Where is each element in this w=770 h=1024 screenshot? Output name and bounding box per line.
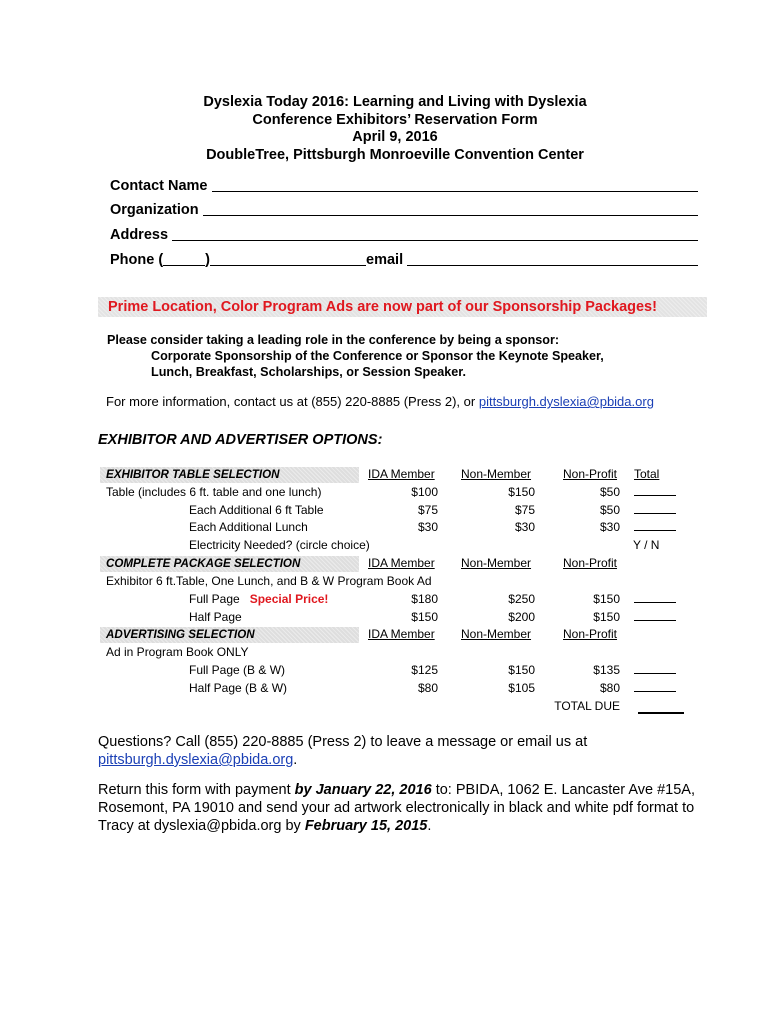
ad-full-ida: $125 (411, 663, 438, 677)
ad-half-ida: $80 (417, 681, 438, 695)
more-info-text (106, 394, 654, 409)
additional-table-nonmember: $75 (514, 503, 535, 517)
conference-title: Dyslexia Today 2016: Learning and Living with Dyslexia (203, 94, 587, 110)
table-row-nonprofit: $50 (599, 485, 620, 499)
phone-close-paren: ) (205, 252, 211, 268)
artwork-deadline: February 15, 2015 (304, 818, 428, 834)
additional-table-label: Each Additional 6 ft Table (189, 503, 324, 517)
sponsorship-text (107, 332, 604, 380)
sponsor-line-3: Lunch, Breakfast, Scholarships, or Session Speaker. (151, 365, 466, 379)
ad-full-page-label: Full Page (B & W) (189, 663, 286, 677)
table-row-total-blank[interactable] (634, 484, 676, 501)
col-ida-member: IDA Member (368, 467, 435, 481)
phone-email-row (110, 249, 698, 269)
package-section-header: COMPLETE PACKAGE SELECTION (100, 556, 359, 572)
phone-label: Phone ( (110, 252, 164, 268)
package-full-page-label (189, 591, 328, 608)
package-full-page-text: Full Page (189, 592, 240, 606)
organization-line[interactable] (203, 215, 698, 216)
more-info-email-link[interactable]: pittsburgh.dyslexia@pbida.org (478, 394, 654, 409)
additional-lunch-nonmember: $30 (514, 520, 535, 534)
package-half-ida: $150 (411, 610, 438, 624)
more-info-label: For more information, contact us at (855) 220-8885 (Press 2), or (106, 394, 479, 409)
questions-email-link[interactable]: pittsburgh.dyslexia@pbida.org (98, 752, 294, 768)
additional-lunch-ida: $30 (417, 520, 438, 534)
additional-lunch-total-blank[interactable] (634, 519, 676, 536)
special-price-tag: Special Price! (249, 592, 329, 606)
package-half-nonprofit: $150 (593, 610, 620, 624)
advertising-description: Ad in Program Book ONLY (106, 645, 249, 659)
address-line[interactable] (172, 240, 698, 241)
electricity-label: Electricity Needed? (circle choice) (189, 538, 370, 552)
col-non-profit: Non-Profit (563, 556, 618, 570)
col-non-member: Non-Member (461, 627, 532, 641)
phone-area-code-line[interactable] (163, 265, 205, 266)
package-description: Exhibitor 6 ft.Table, One Lunch, and B & W Program Book Ad (106, 574, 432, 588)
sponsor-line-1: Please consider taking a leading role in the conference by being a sponsor: (107, 333, 560, 347)
ad-full-nonmember: $150 (508, 663, 535, 677)
questions-paragraph (98, 733, 698, 769)
questions-end: . (293, 752, 298, 768)
additional-table-nonprofit: $50 (599, 503, 620, 517)
sponsorship-banner: Prime Location, Color Program Ads are now part of our Sponsorship Packages! (98, 297, 707, 317)
contact-name-line[interactable] (212, 191, 699, 192)
package-half-nonmember: $200 (508, 610, 535, 624)
payment-deadline: by January 22, 2016 (294, 782, 432, 798)
exhibitor-section-header: EXHIBITOR TABLE SELECTION (100, 467, 359, 483)
package-half-page-label: Half Page (189, 610, 242, 624)
total-due-blank[interactable] (638, 698, 684, 715)
address-label: Address (110, 227, 169, 243)
return-instructions (98, 781, 708, 835)
additional-lunch-label: Each Additional Lunch (189, 520, 308, 534)
email-line[interactable] (407, 265, 698, 266)
organization-field[interactable] (110, 199, 698, 219)
table-row-label: Table (includes 6 ft. table and one lunch) (106, 485, 322, 499)
ad-half-nonmember: $105 (508, 681, 535, 695)
return-part-1: Return this form with payment (98, 782, 295, 798)
additional-table-ida: $75 (417, 503, 438, 517)
form-title-block (0, 94, 770, 164)
col-total: Total (634, 467, 660, 481)
col-non-member: Non-Member (461, 556, 532, 570)
ad-half-total-blank[interactable] (634, 680, 676, 697)
additional-lunch-nonprofit: $30 (599, 520, 620, 534)
package-full-ida: $180 (411, 592, 438, 606)
col-non-member: Non-Member (461, 467, 532, 481)
phone-number-line[interactable] (210, 265, 366, 266)
total-due-label: TOTAL DUE (554, 699, 620, 713)
additional-table-total-blank[interactable] (634, 502, 676, 519)
ad-half-nonprofit: $80 (599, 681, 620, 695)
package-full-nonmember: $250 (508, 592, 535, 606)
electricity-choice[interactable]: Y / N (633, 538, 660, 552)
questions-text: Questions? Call (855) 220-8885 (Press 2) to leave a message or email us at (98, 734, 588, 750)
col-ida-member: IDA Member (368, 556, 435, 570)
ad-full-nonprofit: $135 (593, 663, 620, 677)
ad-full-total-blank[interactable] (634, 662, 676, 679)
col-non-profit: Non-Profit (563, 467, 618, 481)
col-non-profit: Non-Profit (563, 627, 618, 641)
package-full-total-blank[interactable] (634, 591, 676, 608)
contact-name-label: Contact Name (110, 178, 208, 194)
package-half-total-blank[interactable] (634, 609, 676, 626)
organization-label: Organization (110, 202, 199, 218)
options-heading: EXHIBITOR AND ADVERTISER OPTIONS: (98, 432, 383, 448)
table-row-ida: $100 (411, 485, 438, 499)
address-field[interactable] (110, 224, 698, 244)
ad-half-page-label: Half Page (B & W) (189, 681, 288, 695)
return-part-3: . (427, 818, 432, 834)
advertising-section-header: ADVERTISING SELECTION (100, 627, 359, 643)
sponsor-line-2: Corporate Sponsorship of the Conference or Sponsor the Keynote Speaker, (151, 349, 604, 363)
table-row-nonmember: $150 (508, 485, 535, 499)
email-label: email (366, 252, 404, 268)
form-title: Conference Exhibitors’ Reservation Form (252, 111, 538, 128)
package-full-nonprofit: $150 (593, 592, 620, 606)
return-part-2: to: PBIDA, 1062 E. Lancaster Ave #15A, Rosemont, PA 19010 and send your ad artwork electronically in black and white pdf format to Tracy at dyslexia@pbida.org by (98, 782, 696, 834)
col-ida-member: IDA Member (368, 627, 435, 641)
event-date: April 9, 2016 (352, 129, 438, 145)
contact-name-field[interactable] (110, 175, 698, 195)
event-venue: DoubleTree, Pittsburgh Monroeville Convention Center (206, 146, 584, 163)
